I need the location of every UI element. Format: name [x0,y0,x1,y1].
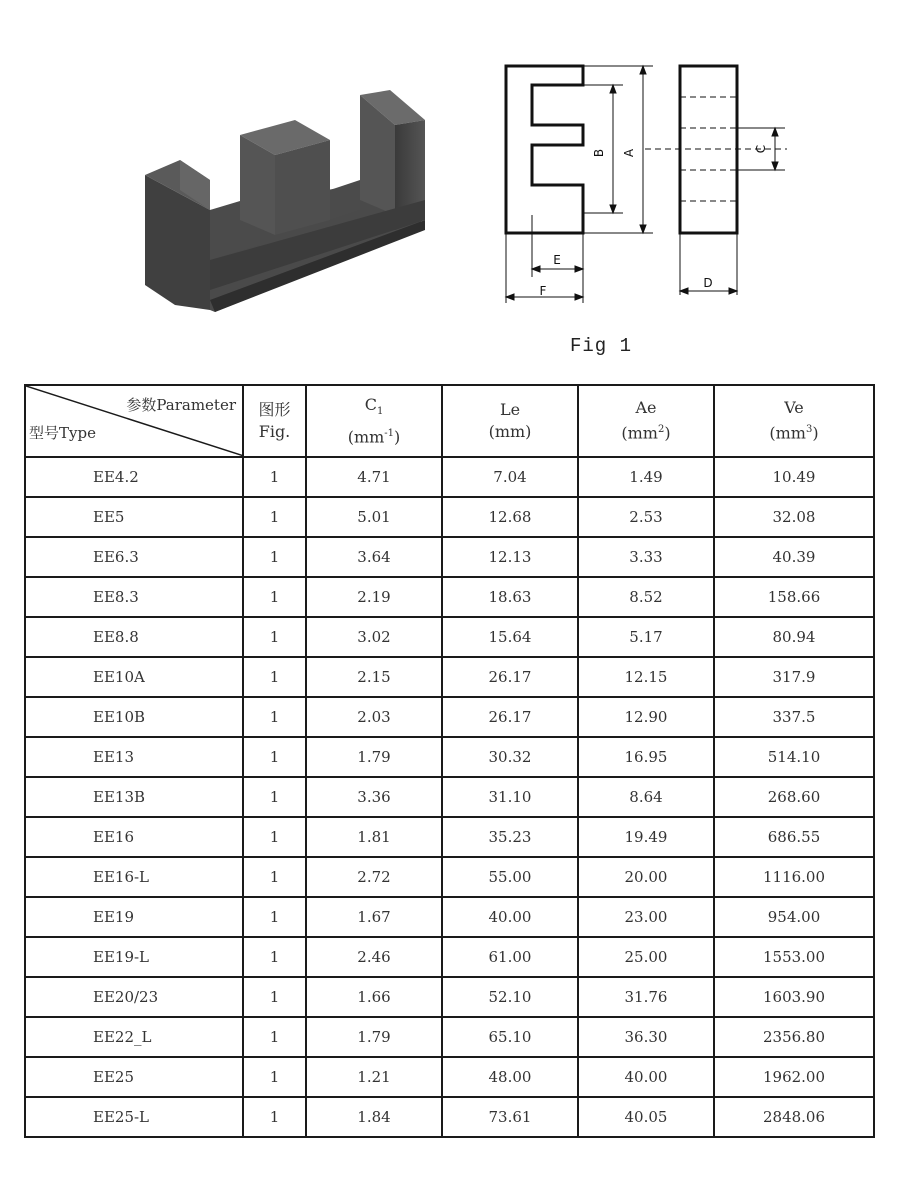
cell-type: EE4.2 [25,457,243,497]
cell-fig: 1 [243,1017,306,1057]
cell-type: EE5 [25,497,243,537]
cell-c1: 2.03 [306,697,442,737]
cell-c1: 1.67 [306,897,442,937]
cell-ve: 337.5 [714,697,874,737]
e-profile-outline [506,66,583,233]
c1-subscript: 1 [376,405,384,417]
ve-label: Ve [784,398,804,418]
cell-le: 18.63 [442,577,578,617]
cell-ae: 12.15 [578,657,714,697]
cell-ve: 158.66 [714,577,874,617]
cell-ve: 954.00 [714,897,874,937]
table-body [25,457,874,1137]
table-row [25,537,874,577]
ae-unit-open: (mm [621,423,658,443]
table-row [25,1017,874,1057]
cell-type: EE8.3 [25,577,243,617]
cell-ve: 80.94 [714,617,874,657]
cell-le: 35.23 [442,817,578,857]
table-row [25,1057,874,1097]
cell-ae: 8.52 [578,577,714,617]
figure-caption: Fig 1 [570,335,633,357]
table-row [25,897,874,937]
cell-c1: 5.01 [306,497,442,537]
cell-ae: 2.53 [578,497,714,537]
table-row [25,937,874,977]
cell-ae: 40.00 [578,1057,714,1097]
ae-unit-close: ) [664,423,671,443]
table-row [25,617,874,657]
dim-label-d: D [703,276,713,290]
cell-c1: 2.72 [306,857,442,897]
dim-label-a: A [622,148,636,158]
dim-label-c: C [754,144,768,154]
ee-core-dimension-drawing [495,55,795,310]
c1-unit-sup: -1 [384,427,395,439]
cell-ae: 1.49 [578,457,714,497]
cell-ve: 32.08 [714,497,874,537]
cell-type: EE19 [25,897,243,937]
table-row [25,777,874,817]
ve-unit-open: (mm [769,423,806,443]
cell-type: EE22_L [25,1017,243,1057]
cell-le: 52.10 [442,977,578,1017]
cell-ve: 268.60 [714,777,874,817]
cell-fig: 1 [243,497,306,537]
cell-type: EE20/23 [25,977,243,1017]
ve-unit-sup: 3 [805,424,813,436]
cell-le: 65.10 [442,1017,578,1057]
cell-ae: 20.00 [578,857,714,897]
fig-header-en: Fig. [258,422,291,441]
cell-c1: 1.66 [306,977,442,1017]
cell-ve: 2848.06 [714,1097,874,1137]
cell-type: EE25 [25,1057,243,1097]
parameter-header: 参数Parameter [126,396,236,414]
table-row [25,577,874,617]
dim-label-f: F [539,284,547,298]
cell-ae: 12.90 [578,697,714,737]
cell-le: 73.61 [442,1097,578,1137]
ae-header [578,385,714,457]
table-row [25,1097,874,1137]
cell-type: EE16 [25,817,243,857]
table-row [25,697,874,737]
cell-fig: 1 [243,657,306,697]
cell-le: 48.00 [442,1057,578,1097]
cell-ae: 31.76 [578,977,714,1017]
cell-ae: 25.00 [578,937,714,977]
cell-fig: 1 [243,577,306,617]
cell-fig: 1 [243,617,306,657]
dim-label-e: E [553,253,561,267]
cell-ae: 3.33 [578,537,714,577]
cell-le: 12.68 [442,497,578,537]
table-row [25,737,874,777]
cell-le: 26.17 [442,657,578,697]
cell-c1: 3.02 [306,617,442,657]
cell-ae: 40.05 [578,1097,714,1137]
cell-ve: 1553.00 [714,937,874,977]
cell-ae: 8.64 [578,777,714,817]
cell-fig: 1 [243,897,306,937]
c1-label: C [364,394,377,414]
le-unit: (mm) [488,422,532,441]
cell-c1: 4.71 [306,457,442,497]
cell-ve: 1603.90 [714,977,874,1017]
c1-unit-open: (mm [347,427,385,447]
cell-le: 15.64 [442,617,578,657]
cell-ae: 19.49 [578,817,714,857]
ve-header [714,385,874,457]
fig-header [243,385,306,457]
cell-le: 30.32 [442,737,578,777]
cell-type: EE10A [25,657,243,697]
cell-type: EE25-L [25,1097,243,1137]
ae-label: Ae [635,398,657,418]
header-diagonal-cell [25,385,243,457]
cell-c1: 1.21 [306,1057,442,1097]
cell-le: 26.17 [442,697,578,737]
table-row [25,977,874,1017]
cell-fig: 1 [243,937,306,977]
core-parameter-table [24,384,875,1138]
cell-ae: 5.17 [578,617,714,657]
cell-c1: 2.19 [306,577,442,617]
cell-le: 55.00 [442,857,578,897]
fig-header-cn: 图形 [258,400,291,419]
cell-le: 12.13 [442,537,578,577]
cell-c1: 1.81 [306,817,442,857]
table-row [25,497,874,537]
cell-ve: 1962.00 [714,1057,874,1097]
table-row [25,817,874,857]
cell-ae: 23.00 [578,897,714,937]
cell-type: EE16-L [25,857,243,897]
table-row [25,457,874,497]
cell-fig: 1 [243,697,306,737]
cell-ve: 2356.80 [714,1017,874,1057]
cell-fig: 1 [243,1057,306,1097]
cell-fig: 1 [243,977,306,1017]
cell-ae: 36.30 [578,1017,714,1057]
cell-type: EE6.3 [25,537,243,577]
cell-ve: 10.49 [714,457,874,497]
cell-type: EE13B [25,777,243,817]
cell-fig: 1 [243,537,306,577]
cell-fig: 1 [243,457,306,497]
cell-fig: 1 [243,777,306,817]
cell-ve: 514.10 [714,737,874,777]
ae-unit-sup: 2 [657,424,665,436]
cell-type: EE19-L [25,937,243,977]
cell-fig: 1 [243,737,306,777]
cell-type: EE13 [25,737,243,777]
cell-le: 31.10 [442,777,578,817]
c1-header [306,385,442,457]
cell-type: EE10B [25,697,243,737]
type-header: 型号Type [29,424,96,442]
ve-unit-close: ) [812,423,819,443]
cell-fig: 1 [243,1097,306,1137]
cell-c1: 2.15 [306,657,442,697]
cell-c1: 1.79 [306,1017,442,1057]
cell-le: 40.00 [442,897,578,937]
cell-ve: 40.39 [714,537,874,577]
cell-ve: 1116.00 [714,857,874,897]
table-row [25,857,874,897]
header-row [25,385,874,457]
cell-c1: 3.36 [306,777,442,817]
cell-c1: 1.84 [306,1097,442,1137]
cell-ve: 317.9 [714,657,874,697]
cell-c1: 1.79 [306,737,442,777]
c1-unit-close: ) [394,427,401,447]
dim-label-b: B [592,148,606,158]
cell-c1: 2.46 [306,937,442,977]
cell-fig: 1 [243,857,306,897]
cell-le: 61.00 [442,937,578,977]
cell-c1: 3.64 [306,537,442,577]
cell-ve: 686.55 [714,817,874,857]
cell-ae: 16.95 [578,737,714,777]
le-header [442,385,578,457]
cell-type: EE8.8 [25,617,243,657]
cell-le: 7.04 [442,457,578,497]
le-label: Le [499,400,521,419]
table-row [25,657,874,697]
ee-core-photo [125,80,435,320]
cell-fig: 1 [243,817,306,857]
